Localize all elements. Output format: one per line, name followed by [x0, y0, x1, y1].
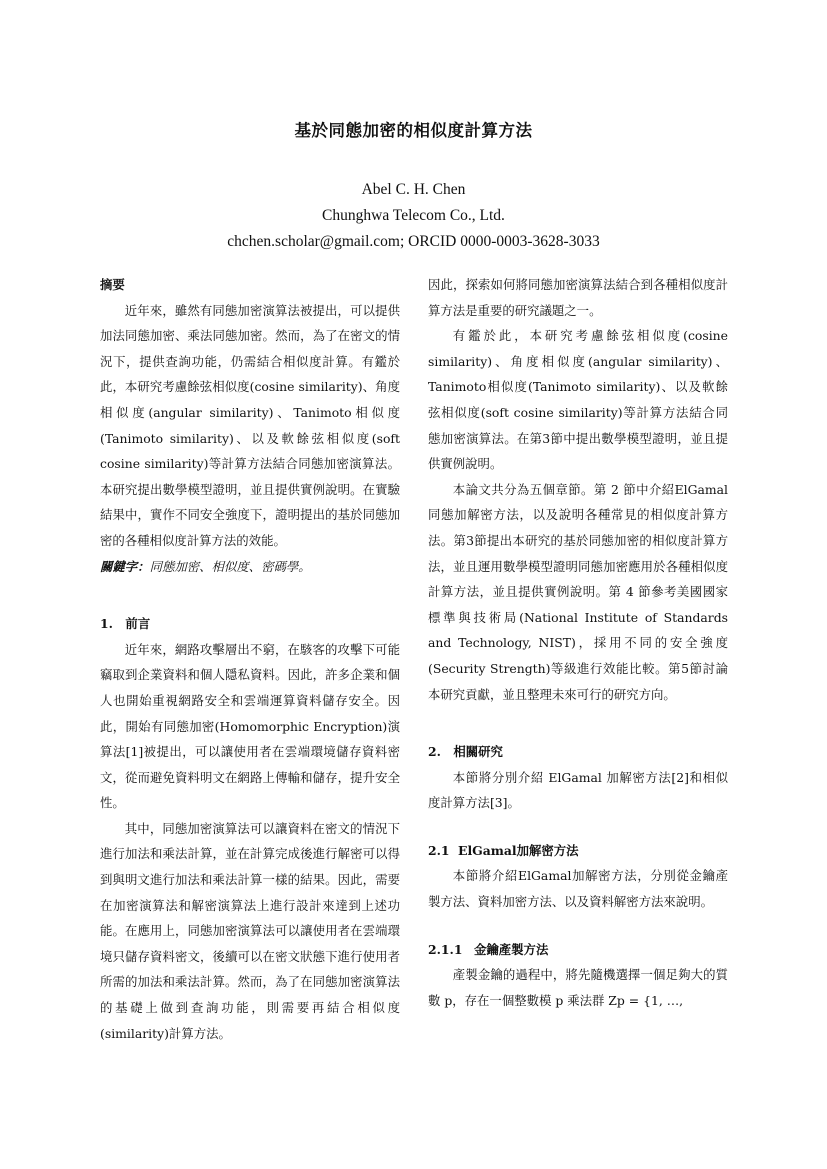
author-affiliation: Chunghwa Telecom Co., Ltd. [322, 207, 505, 224]
author-block [0, 177, 827, 255]
author-contact: chchen.scholar@gmail.com; ORCID 0000-0003-3628-3033 [227, 233, 600, 250]
section1-paragraph-2: 其中，同態加密演算法可以讓資料在密文的情況下進行加法和乘法計算，並在計算完成後進行解密可以得到與明文進行加法和乘法計算一樣的結果。因此，需要在加密演算法和解密演算法上進行設計來達到上述功能。在應用上，同態加密演算法可以讓使用者在雲端環境只儲存資料密文，後續可以在密文狀態下進行使用者所需的加法和乘法計算。然而，為了在同態加密演算法的基礎上做到查詢功能，則需要再結合相似度(similarity)計算方法。 [100, 820, 400, 1041]
subsection-2-1-1-body: 產製金鑰的過程中，將先隨機選擇一個足夠大的質數 p，存在一個整數模 p 乘法群 Zp = {1, …, [428, 967, 728, 1008]
subsection-2-1-1-number: 2.1.1 [428, 941, 463, 957]
section1-paragraph-5: 本論文共分為五個章節。第 2 節中介紹ElGamal同態加解密方法，以及說明各種常見的相似度計算方法。第3節提出本研究的基於同態加密的相似度計算方法，並且運用數學模型證明同態加密應用於各種相似度計算方法，並且提供實例說明。第 4 節參考美國國家標準與技術局(National Institute of Standards and Technology, NIST)，採用不同的安全強度(Security Strength)等級進行效能比較。第5節討論本研究貢獻，並且整理未來可行的研究方向。 [428, 481, 728, 702]
subsection-2-1-heading [428, 838, 728, 864]
subsection-2-1-1-heading [428, 937, 728, 963]
section1-paragraph-1: 近年來，網路攻擊層出不窮，在駭客的攻擊下可能竊取到企業資料和個人隱私資料。因此，許多企業和個人也開始重視網路安全和雲端運算資料儲存安全。因此，開始有同態加密(Homomorphic Encryption)演算法[1]被提出，可以讓使用者在雲端環境儲存資料密文，從而避免資料明文在網路上傳輸和儲存，提升安全性。 [100, 641, 400, 811]
keywords-line [100, 554, 400, 580]
keywords-label: 關鍵字： [100, 558, 150, 574]
section1-heading: 1. 前言 [100, 616, 151, 632]
section2-paragraph-1: 本節將分別介紹 ElGamal 加解密方法[2]和相似度計算方法[3]。 [428, 769, 728, 811]
left-column [100, 272, 400, 1046]
right-column [428, 272, 728, 1013]
author-name: Abel C. H. Chen [361, 181, 466, 198]
section1-paragraph-4: 有鑑於此，本研究考慮餘弦相似度(cosine similarity)、角度相似度(angular similarity)、Tanimoto相似度(Tanimoto similarity)、以及軟餘弦相似度(soft cosine similarity)等計算方法結合同態加密演算法。在第3節中提出數學模型證明，並且提供實例說明。 [428, 328, 728, 472]
paper-title: 基於同態加密的相似度計算方法 [294, 121, 533, 140]
abstract-body: 近年來，雖然有同態加密演算法被提出，可以提供加法同態加密、乘法同態加密。然而，為了在密文的情況下，提供查詢功能，仍需結合相似度計算。有鑑於此，本研究考慮餘弦相似度(cosine similarity)、角度相似度(angular similarity)、Tanimoto相似度(Tanimoto similarity)、以及軟餘弦相似度(soft cosine similarity)等計算方法結合同態加密演算法。本研究提出數學模型證明，並且提供實例說明。在實驗結果中，實作不同安全強度下，證明提出的基於同態加密的各種相似度計算方法的效能。 [100, 302, 400, 548]
abstract-heading: 摘要 [100, 277, 125, 292]
keywords-text: 同態加密、相似度、密碼學。 [149, 558, 311, 574]
subsection-2-1-number: 2.1 [428, 842, 450, 858]
subsection-2-1-title: ElGamal加解密方法 [458, 842, 579, 858]
section1-paragraph-3: 因此，探索如何將同態加密演算法結合到各種相似度計算方法是重要的研究議題之一。 [428, 277, 728, 318]
subsection-2-1-1-title: 金鑰產製方法 [474, 941, 549, 957]
section2-heading: 2. 相關研究 [428, 744, 503, 760]
subsection-2-1-body: 本節將介紹ElGamal加解密方法，分別從金鑰產製方法、資料加密方法、以及資料解密方法來說明。 [428, 868, 728, 910]
